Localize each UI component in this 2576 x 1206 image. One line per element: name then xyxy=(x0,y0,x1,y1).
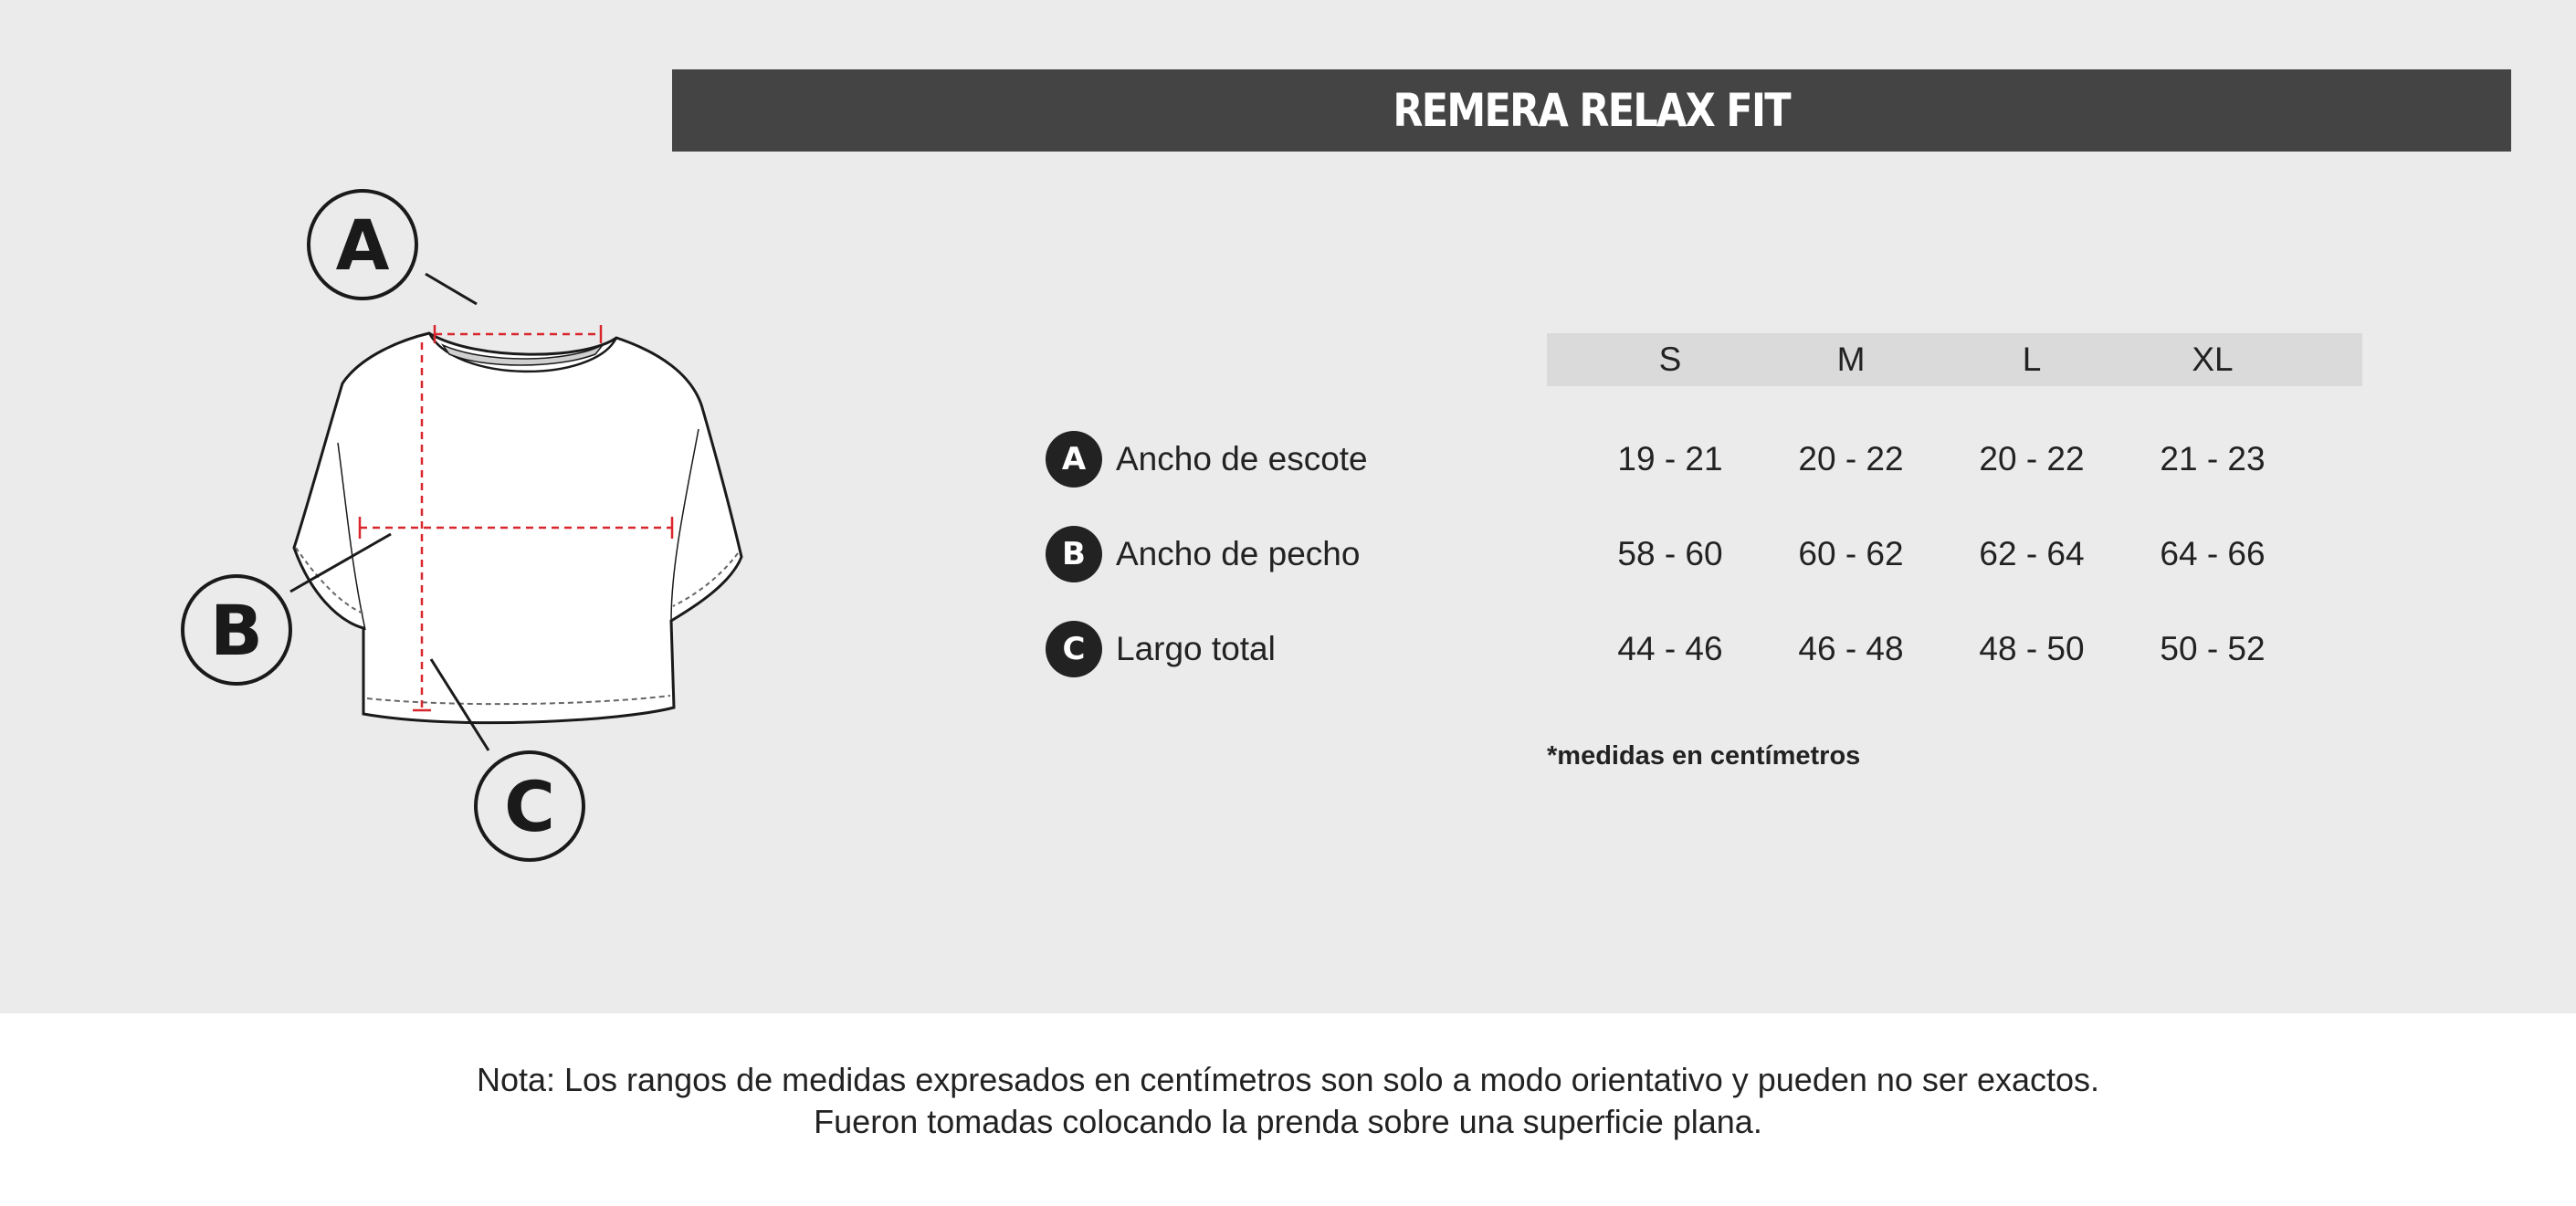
row-a-label: Ancho de escote xyxy=(1116,440,1368,477)
footer-note-line-2: Fueron tomadas colocando la prenda sobre una superficie plana. xyxy=(814,1103,1762,1140)
size-header-s: S xyxy=(1658,341,1682,378)
row-c-value-l: 48 - 50 xyxy=(1979,630,2085,667)
row-a-badge: A xyxy=(1046,431,1102,488)
row-a-value-m: 20 - 22 xyxy=(1798,440,1904,477)
row-b-value-xl: 64 - 66 xyxy=(2160,535,2266,572)
row-a-value-xl: 21 - 23 xyxy=(2160,440,2266,477)
units-note: *medidas en centímetros xyxy=(1547,741,1861,771)
row-b-label: Ancho de pecho xyxy=(1116,535,1361,572)
row-b-badge: B xyxy=(1046,526,1102,582)
row-c-value-s: 44 - 46 xyxy=(1617,630,1723,667)
tshirt-measurement-diagram xyxy=(0,0,822,913)
row-c-label: Largo total xyxy=(1116,630,1276,667)
footer-note xyxy=(0,1059,2576,1143)
row-b-value-s: 58 - 60 xyxy=(1617,535,1723,572)
row-a-value-s: 19 - 21 xyxy=(1617,440,1723,477)
row-b-value-m: 60 - 62 xyxy=(1798,535,1904,572)
callout-a-letter: A xyxy=(335,204,390,286)
row-c-value-xl: 50 - 52 xyxy=(2160,630,2266,667)
size-header-l: L xyxy=(2022,341,2042,378)
row-c-badge: C xyxy=(1046,621,1102,677)
row-b-value-l: 62 - 64 xyxy=(1979,535,2085,572)
page-title: REMERA RELAX FIT xyxy=(1393,84,1791,137)
row-c-value-m: 46 - 48 xyxy=(1798,630,1904,667)
size-header-m: M xyxy=(1836,341,1866,378)
footer-note-line-1: Nota: Los rangos de medidas expresados en centímetros son solo a modo orientativo y pueden no ser exactos. xyxy=(476,1061,2100,1098)
size-header-xl: XL xyxy=(2192,341,2234,378)
callout-b-letter: B xyxy=(210,590,263,671)
row-a-value-l: 20 - 22 xyxy=(1979,440,2085,477)
callout-c-letter: C xyxy=(504,766,555,847)
title-bar xyxy=(672,69,2511,152)
